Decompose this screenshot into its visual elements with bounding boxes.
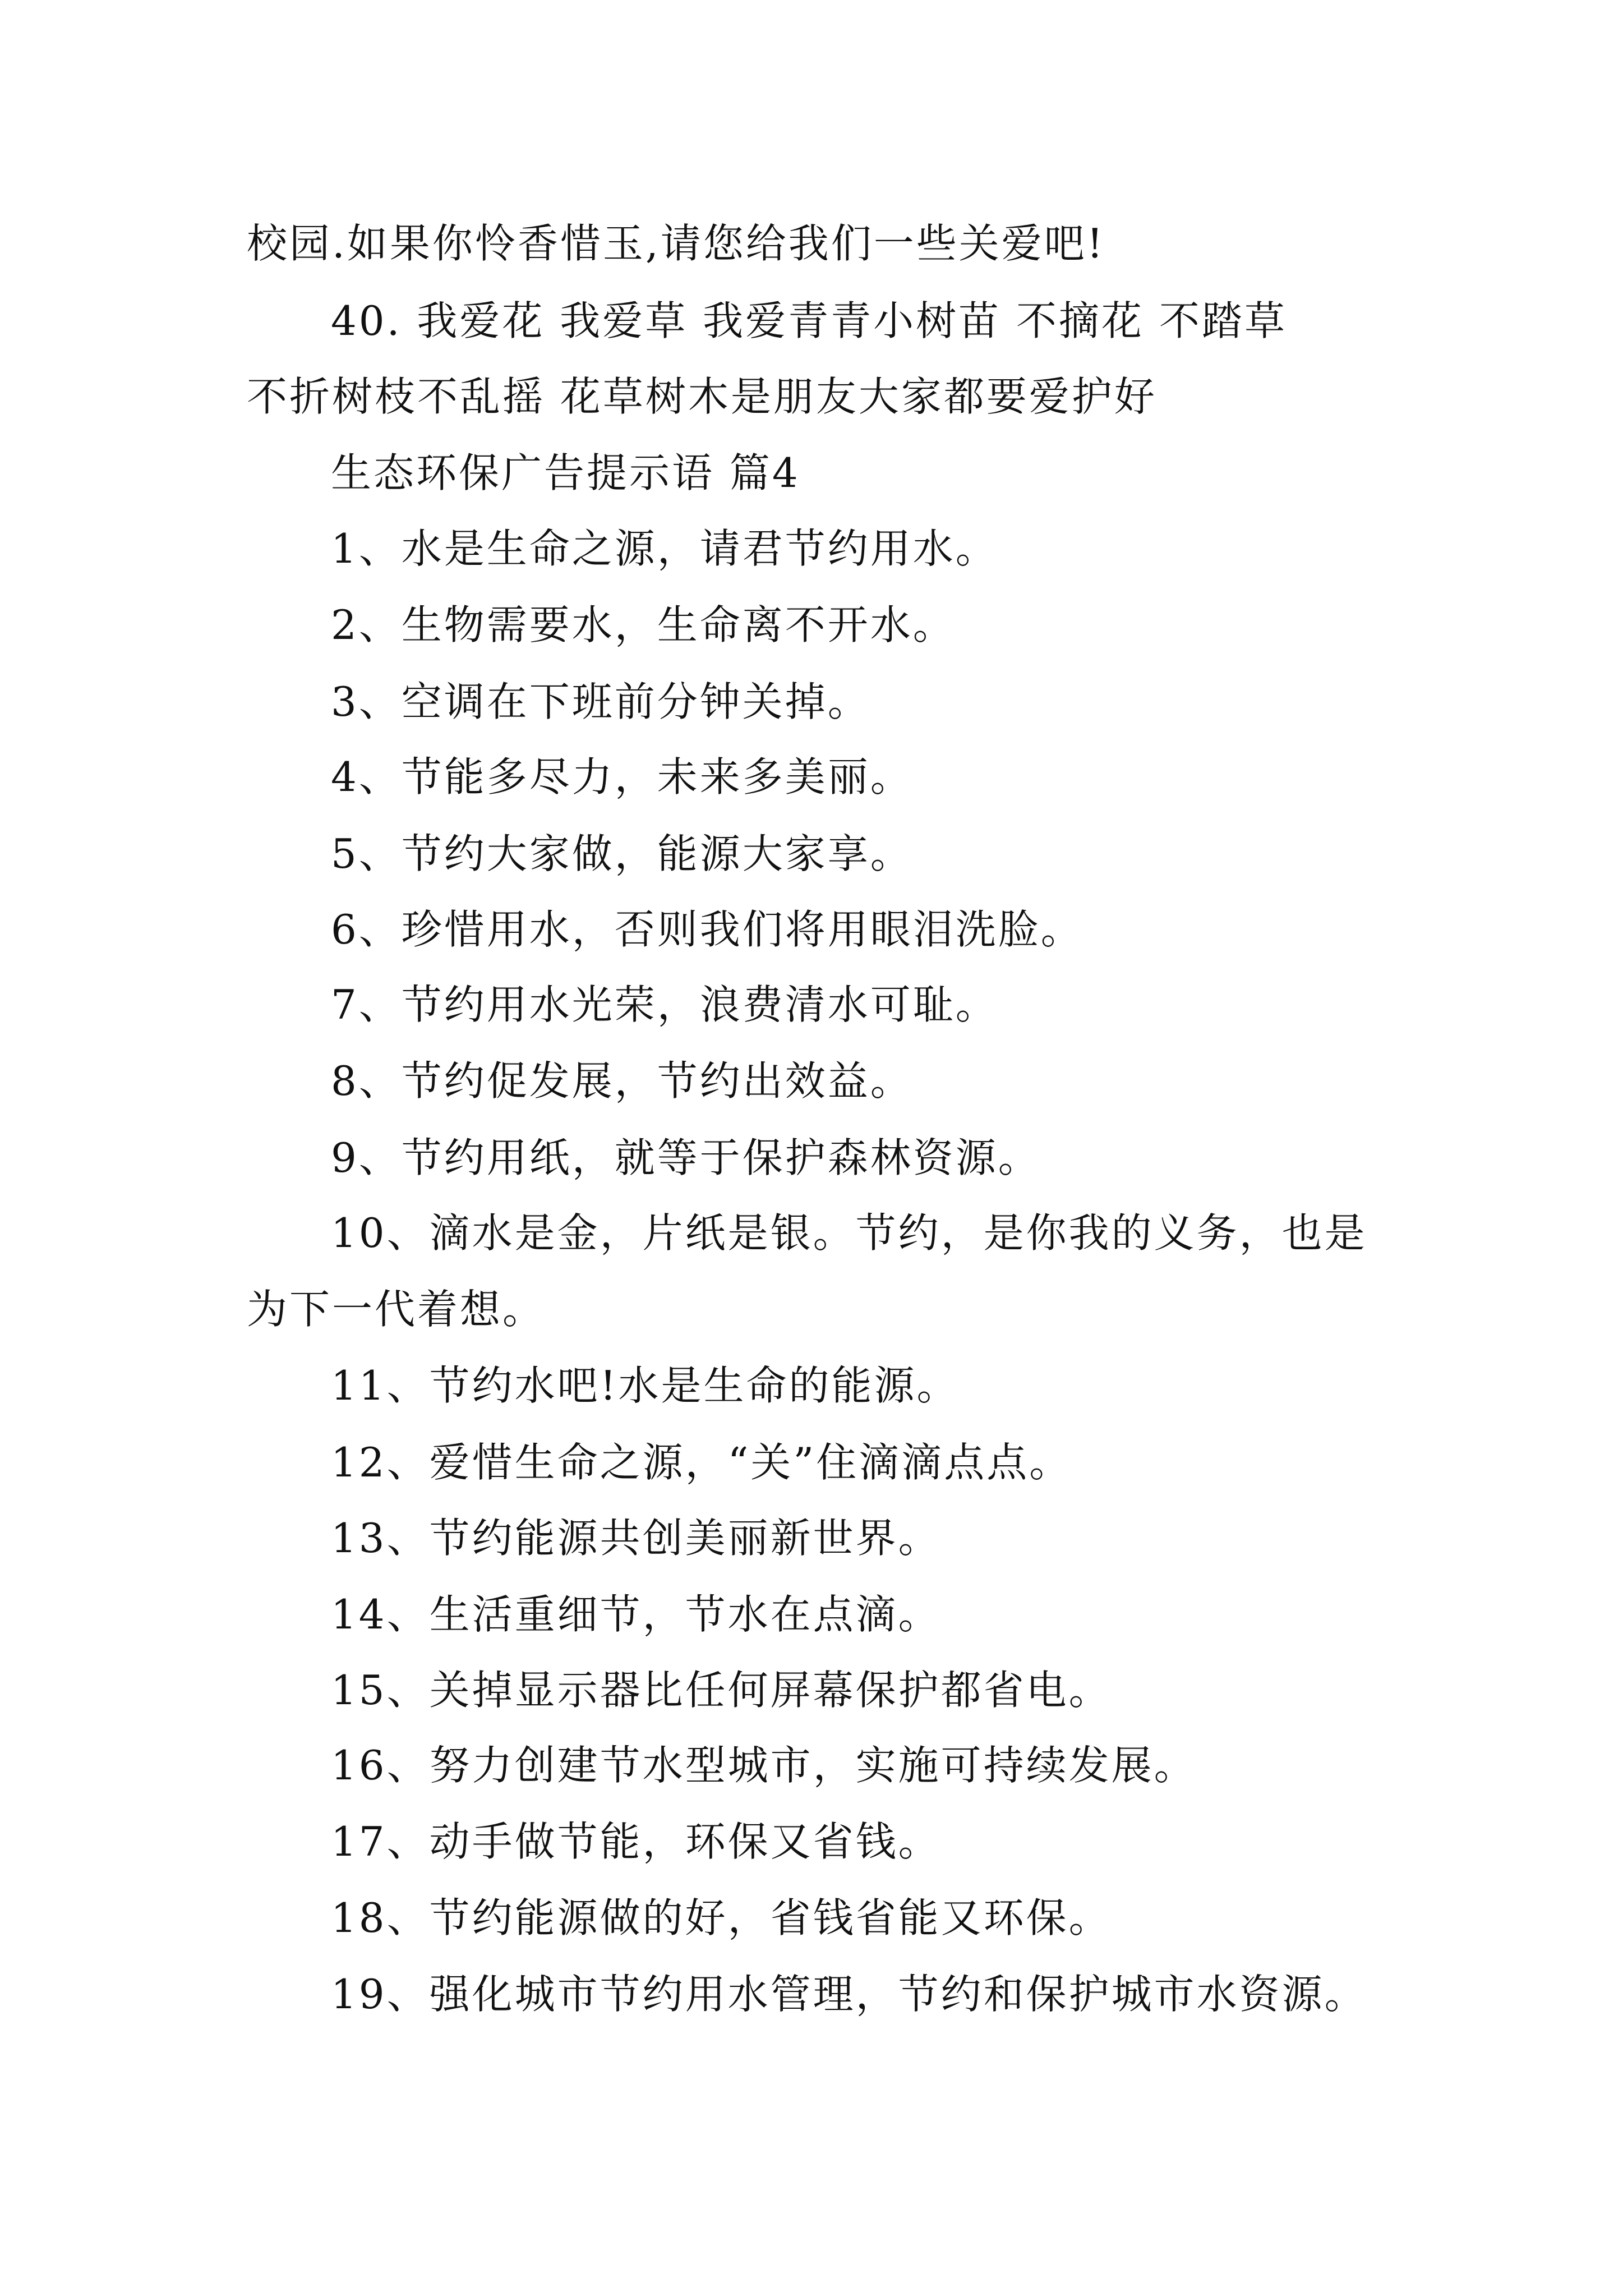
list-item-3: 3、空调在下班前分钟关掉。 [331,678,870,725]
list-item-12: 12、爱惜生命之源，“关”住滴滴点点。 [331,1439,1072,1486]
text-line-2: 40. 我爱花 我爱草 我爱青青小树苗 不摘花 不踏草 [331,297,1287,344]
list-item-6: 6、珍惜用水，否则我们将用眼泪洗脸。 [331,906,1083,953]
text-line-3: 不折树枝不乱摇 花草树木是朋友大家都要爱护好 [247,373,1157,420]
list-item-10-continued: 为下一代着想。 [247,1286,546,1333]
list-item-10: 10、滴水是金，片纸是银。节约，是你我的义务，也是 [331,1209,1367,1257]
list-item-4: 4、节能多尽力，未来多美丽。 [331,753,913,800]
list-item-14: 14、生活重细节，节水在点滴。 [331,1591,941,1638]
list-item-17: 17、动手做节能，环保又省钱。 [331,1818,941,1865]
list-item-1: 1、水是生命之源，请君节约用水。 [331,525,998,572]
list-item-18: 18、节约能源做的好，省钱省能又环保。 [331,1894,1112,1941]
list-item-9: 9、节约用纸，就等于保护森林资源。 [331,1134,1041,1181]
list-item-2: 2、生物需要水，生命离不开水。 [331,601,956,648]
list-item-11: 11、节约水吧!水是生命的能源。 [331,1362,960,1409]
list-item-16: 16、努力创建节水型城市，实施可持续发展。 [331,1742,1197,1789]
section-heading: 生态环保广告提示语 篇4 [331,449,800,496]
list-item-15: 15、关掉显示器比任何屏幕保护都省电。 [331,1667,1112,1714]
list-item-7: 7、节约用水光荣，浪费清水可耻。 [331,981,998,1028]
list-item-19: 19、强化城市节约用水管理，节约和保护城市水资源。 [331,1971,1367,2018]
list-item-5: 5、节约大家做，能源大家享。 [331,830,913,877]
list-item-8: 8、节约促发展，节约出效益。 [331,1057,913,1105]
text-line-1: 校园.如果你怜香惜玉,请您给我们一些关爱吧! [247,220,1105,267]
list-item-13: 13、节约能源共创美丽新世界。 [331,1515,941,1562]
